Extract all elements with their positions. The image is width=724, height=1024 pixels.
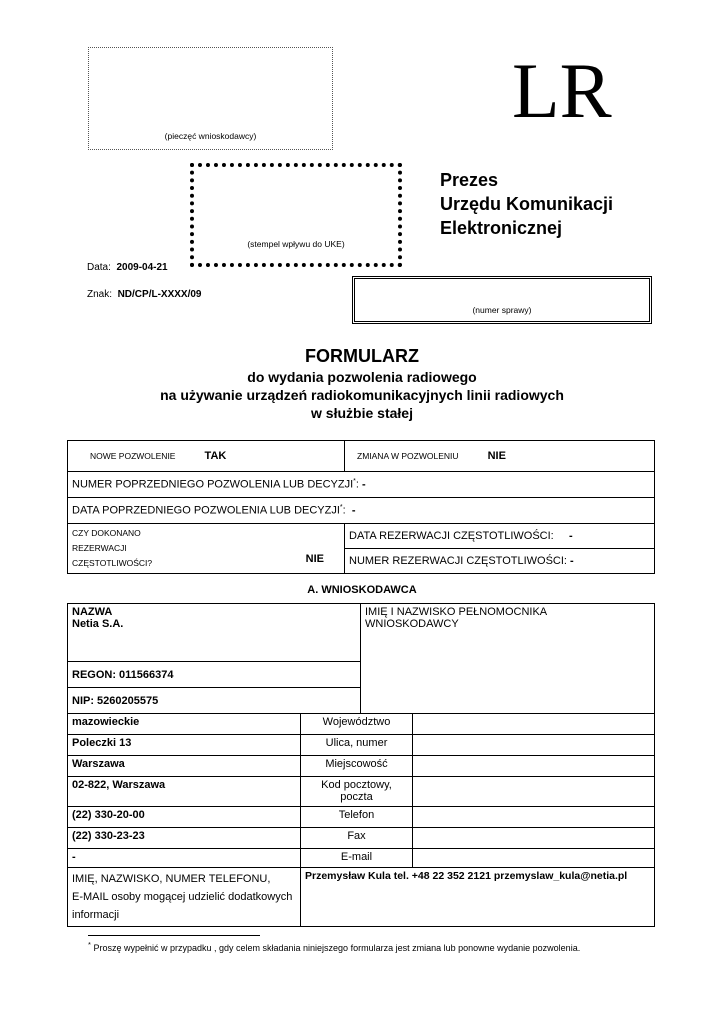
uke-stamp-box xyxy=(190,163,402,267)
recipient-line-2: Urzędu Komunikacji xyxy=(440,194,614,214)
change-permit-cell xyxy=(345,441,655,472)
row-label-street: Ulica, numer xyxy=(301,735,413,756)
row-label-fax: Fax xyxy=(301,828,413,849)
case-number-box xyxy=(352,276,652,324)
reservation-number-label: NUMER REZERWACJI CZĘSTOTLIWOŚCI: xyxy=(349,555,567,567)
form-subtitle-2: na używanie urządzeń radiokomunikacyjnych linii radiowych xyxy=(160,387,564,403)
new-permit-label: NOWE POZWOLENIE xyxy=(90,451,176,461)
proxy-label-line-1: IMIĘ I NAZWISKO PEŁNOMOCNIKA xyxy=(365,606,548,618)
applicant-seal-box xyxy=(88,47,333,150)
previous-date-label: DATA POPRZEDNIEGO POZWOLENIA LUB DECYZJI xyxy=(72,504,340,517)
new-permit-cell xyxy=(68,441,345,472)
row-label-phone: Telefon xyxy=(301,807,413,828)
regon-cell[interactable]: REGON: 011566374 xyxy=(68,662,361,688)
reservation-question-line-3: CZĘSTOTLIWOŚCI? xyxy=(72,558,153,568)
row-value-phone[interactable]: (22) 330-20-00 xyxy=(68,807,301,828)
row-extra-voivodeship xyxy=(413,714,655,735)
reservation-number-cell xyxy=(345,549,655,574)
form-title: FORMULARZ xyxy=(305,346,419,366)
form-code: LR xyxy=(512,47,612,134)
nip-cell[interactable]: NIP: 5260205575 xyxy=(68,688,361,714)
form-subtitle-3: w służbie stałej xyxy=(311,405,413,421)
row-label-email: E-mail xyxy=(301,849,413,868)
case-number-caption: (numer sprawy) xyxy=(472,305,532,315)
row-label-postal: Kod pocztowy, poczta xyxy=(301,777,413,807)
reservation-date-label: DATA REZERWACJI CZĘSTOTLIWOŚCI: xyxy=(349,530,554,542)
row-value-city[interactable]: Warszawa xyxy=(68,756,301,777)
contact-label-line-3: informacji xyxy=(72,909,120,921)
contact-label-line-1: IMIĘ, NAZWISKO, NUMER TELEFONU, xyxy=(72,873,271,885)
row-value-email[interactable]: - xyxy=(68,849,301,868)
row-extra-fax xyxy=(413,828,655,849)
row-extra-postal xyxy=(413,777,655,807)
applicant-name-value[interactable]: Netia S.A. xyxy=(72,618,124,630)
reference-line xyxy=(87,289,202,300)
row-value-street[interactable]: Poleczki 13 xyxy=(68,735,301,756)
recipient-line-3: Elektronicznej xyxy=(440,218,563,238)
contact-value-cell[interactable]: Przemysław Kula tel. +48 22 352 2121 przemyslaw_kula@netia.pl xyxy=(301,868,655,927)
reservation-number-value[interactable]: - xyxy=(570,555,574,567)
row-value-voivodeship[interactable]: mazowieckie xyxy=(68,714,301,735)
reservation-question-line-2: REZERWACJI xyxy=(72,543,127,553)
applicant-name-cell xyxy=(68,604,361,662)
reference-value: ND/CP/L-XXXX/09 xyxy=(117,289,202,300)
footnote-divider xyxy=(88,935,260,936)
footnote-mark: * xyxy=(88,940,91,949)
reservation-date-cell xyxy=(345,524,655,549)
row-label-city: Miejscowość xyxy=(301,756,413,777)
form-subtitle-1: do wydania pozwolenia radiowego xyxy=(247,369,477,385)
footnote-text: Proszę wypełnić w przypadku , gdy celem składania niniejszego formularza jest zmiana lub ponowne wydanie pozwolenia. xyxy=(93,943,581,953)
date-label: Data: xyxy=(87,262,111,273)
reservation-date-value[interactable]: - xyxy=(569,530,573,542)
row-label-voivodeship: Województwo xyxy=(301,714,413,735)
contact-label-cell xyxy=(68,868,301,927)
change-permit-value[interactable]: NIE xyxy=(487,450,506,462)
row-extra-street xyxy=(413,735,655,756)
reference-label: Znak: xyxy=(87,289,113,300)
previous-date-value[interactable]: - xyxy=(351,504,356,517)
footnote xyxy=(88,940,580,953)
proxy-cell xyxy=(361,604,655,714)
new-permit-value[interactable]: TAK xyxy=(204,450,227,462)
reservation-question-line-1: CZY DOKONANO xyxy=(72,528,141,538)
contact-label-line-2: E-MAIL osoby mogącej udzielić dodatkowych xyxy=(72,891,293,903)
reservation-value[interactable]: NIE xyxy=(305,553,324,565)
section-a-heading: A. WNIOSKODAWCA xyxy=(307,584,417,596)
previous-number-label: NUMER POPRZEDNIEGO POZWOLENIA LUB DECYZJI xyxy=(72,478,354,491)
previous-number-row: NUMER POPRZEDNIEGO POZWOLENIA LUB DECYZJI*: - xyxy=(68,472,655,498)
permit-table xyxy=(67,440,655,574)
row-value-postal[interactable]: 02-822, Warszawa xyxy=(68,777,301,807)
change-permit-label: ZMIANA W POZWOLENIU xyxy=(357,451,459,461)
row-extra-city xyxy=(413,756,655,777)
previous-date-row: DATA POPRZEDNIEGO POZWOLENIA LUB DECYZJI*: - xyxy=(68,498,655,524)
row-value-fax[interactable]: (22) 330-23-23 xyxy=(68,828,301,849)
date-value: 2009-04-21 xyxy=(116,262,168,273)
applicant-name-label: NAZWA xyxy=(72,606,113,618)
recipient-block xyxy=(440,168,613,240)
applicant-seal-caption: (pieczęć wnioskodawcy) xyxy=(164,131,257,141)
reservation-question-cell xyxy=(68,524,345,574)
applicant-table xyxy=(67,603,655,927)
previous-number-value[interactable]: - xyxy=(362,478,366,491)
uke-stamp-caption: (stempel wpływu do UKE) xyxy=(247,239,345,249)
recipient-line-1: Prezes xyxy=(440,170,499,190)
proxy-label-line-2: WNIOSKODAWCY xyxy=(365,618,459,630)
row-extra-phone xyxy=(413,807,655,828)
row-extra-email xyxy=(413,849,655,868)
date-line xyxy=(87,262,168,273)
